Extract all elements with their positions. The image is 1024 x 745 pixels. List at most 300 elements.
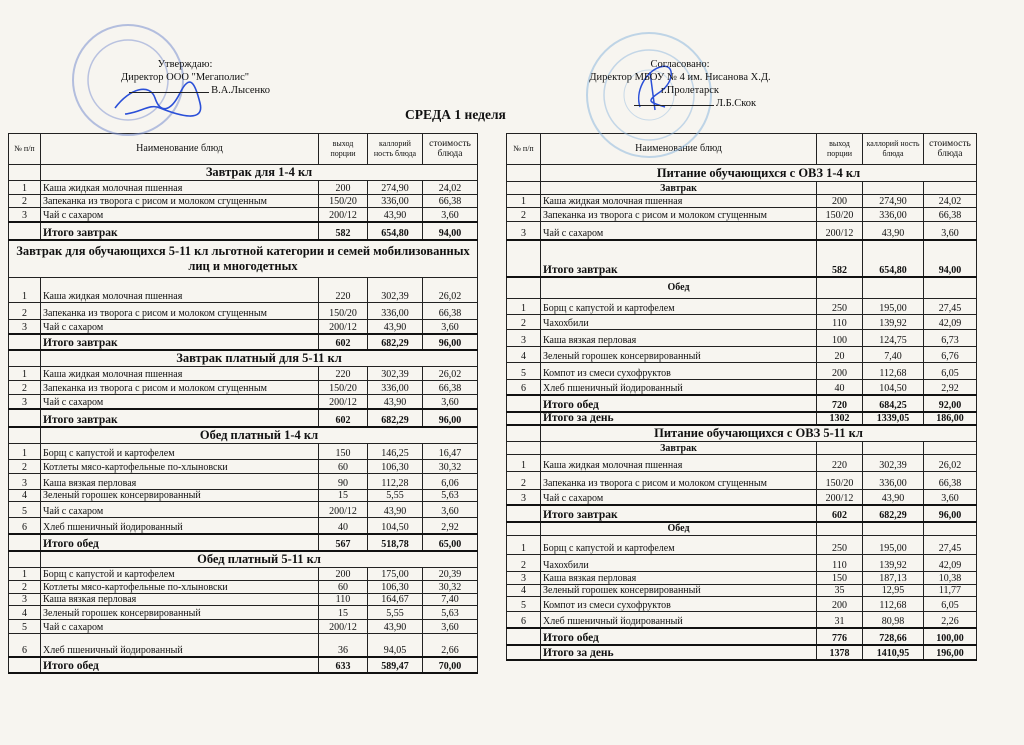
- calories-cell: 106,30: [368, 460, 423, 474]
- number-cell: 3: [9, 208, 41, 222]
- number-cell: [507, 645, 541, 660]
- empty-cell: [817, 277, 863, 299]
- portion-cell: 100: [817, 330, 863, 347]
- cost-cell: 3,60: [924, 490, 977, 505]
- portion-cell: 200: [817, 597, 863, 612]
- calories-cell: 104,50: [368, 518, 423, 534]
- dish-name-cell: Каша вязкая перловая: [41, 593, 319, 605]
- approve-position: Директор ООО "Мегаполис": [120, 72, 250, 83]
- table-row: [507, 455, 977, 472]
- table-row: [507, 222, 977, 240]
- number-cell: [9, 334, 41, 350]
- section-header-row: [9, 240, 478, 278]
- portion-cell: 250: [817, 299, 863, 315]
- dish-name-cell: Итого за день: [541, 412, 817, 425]
- portion-cell: 110: [817, 555, 863, 572]
- cost-cell: 2,66: [423, 633, 478, 657]
- table-row: [9, 444, 478, 460]
- dish-name-cell: Итого обед: [541, 628, 817, 645]
- calories-cell: 5,55: [368, 490, 423, 502]
- calories-cell: 195,00: [863, 299, 924, 315]
- total-row: [507, 645, 977, 660]
- dish-name-cell: Чай с сахаром: [41, 208, 319, 222]
- number-cell: 5: [9, 619, 41, 633]
- section-title: Питание обучающихся с ОВЗ 1-4 кл: [541, 165, 977, 182]
- number-cell: 1: [9, 444, 41, 460]
- signature-line: [634, 105, 714, 106]
- agreed-position: Директор МБОУ № 4 им. Нисанова Х.Д.: [589, 72, 771, 83]
- cost-cell: 24,02: [423, 181, 478, 195]
- number-cell: [507, 277, 541, 299]
- portion-cell: 200/12: [319, 619, 368, 633]
- table-body: [507, 165, 977, 660]
- calories-cell: 175,00: [368, 567, 423, 580]
- number-cell: 6: [507, 612, 541, 628]
- section-header-row: [9, 551, 478, 568]
- cost-cell: 6,06: [423, 474, 478, 490]
- column-header-number: № п/п: [9, 134, 41, 165]
- dish-name-cell: Чай с сахаром: [541, 490, 817, 505]
- dish-name-cell: Компот из смеси сухофруктов: [541, 363, 817, 380]
- table-row: [9, 633, 478, 657]
- cost-cell: 3,60: [423, 320, 478, 334]
- dish-name-cell: Котлеты мясо-картофельные по-хлыновски: [41, 580, 319, 593]
- approve-label: Утверждаю:: [157, 59, 213, 70]
- calories-cell: 274,90: [368, 181, 423, 195]
- dish-name-cell: Зеленый горошек консервированный: [41, 605, 319, 619]
- cost-cell: 20,39: [423, 567, 478, 580]
- cost-cell: 24,02: [924, 195, 977, 208]
- cost-cell: 26,02: [423, 278, 478, 303]
- table-row: [9, 366, 478, 380]
- portion-cell: 60: [319, 460, 368, 474]
- column-header-calories: каллорий ность блюда: [368, 134, 423, 165]
- total-row: [9, 334, 478, 350]
- calories-cell: 682,29: [368, 409, 423, 427]
- approval-block: [100, 58, 270, 97]
- number-cell: [507, 442, 541, 455]
- calories-cell: 589,47: [368, 657, 423, 673]
- total-row: [507, 628, 977, 645]
- empty-cell: [863, 182, 924, 195]
- table-row: [9, 580, 478, 593]
- portion-cell: 150/20: [817, 472, 863, 490]
- number-cell: [9, 409, 41, 427]
- number-cell: [9, 534, 41, 551]
- dish-name-cell: Котлеты мясо-картофельные по-хлыновски: [41, 460, 319, 474]
- number-cell: [9, 657, 41, 673]
- table-row: [507, 490, 977, 505]
- calories-cell: 112,68: [863, 363, 924, 380]
- cost-cell: 92,00: [924, 395, 977, 412]
- dish-name-cell: Итого за день: [541, 645, 817, 660]
- table-row: [9, 303, 478, 320]
- approve-name: В.А.Лысенко: [211, 85, 270, 96]
- number-cell: [507, 505, 541, 522]
- number-cell: 3: [507, 330, 541, 347]
- empty-cell: [863, 277, 924, 299]
- cost-cell: 27,45: [924, 536, 977, 555]
- number-cell: [507, 165, 541, 182]
- number-cell: 5: [9, 502, 41, 518]
- portion-cell: 90: [319, 474, 368, 490]
- cost-cell: 96,00: [924, 505, 977, 522]
- dish-name-cell: Итого завтрак: [41, 409, 319, 427]
- number-cell: [9, 551, 41, 568]
- number-cell: 2: [507, 472, 541, 490]
- dish-name-cell: Итого обед: [41, 534, 319, 551]
- number-cell: 3: [507, 572, 541, 585]
- table-row: [507, 612, 977, 628]
- cost-cell: 100,00: [924, 628, 977, 645]
- cost-cell: 2,92: [924, 380, 977, 395]
- cost-cell: 66,38: [924, 472, 977, 490]
- cost-cell: 96,00: [423, 409, 478, 427]
- table-row: [9, 460, 478, 474]
- number-cell: 4: [507, 585, 541, 597]
- section-header-row: [9, 350, 478, 367]
- section-header-row: [9, 427, 478, 444]
- table-row: [9, 380, 478, 394]
- cost-cell: 6,05: [924, 363, 977, 380]
- table-row: [9, 195, 478, 208]
- table-row: [507, 536, 977, 555]
- number-cell: [9, 222, 41, 240]
- cost-cell: 66,38: [423, 195, 478, 208]
- dish-name-cell: Каша вязкая перловая: [541, 572, 817, 585]
- portion-cell: 1378: [817, 645, 863, 660]
- total-row: [9, 222, 478, 240]
- portion-cell: 582: [319, 222, 368, 240]
- dish-name-cell: Запеканка из творога с рисом и молоком сгущенным: [41, 195, 319, 208]
- column-header-dish-name: Наименование блюд: [41, 134, 319, 165]
- calories-cell: 5,55: [368, 605, 423, 619]
- calories-cell: 164,67: [368, 593, 423, 605]
- dish-name-cell: Чахохбили: [541, 555, 817, 572]
- total-row: [507, 240, 977, 277]
- portion-cell: 200/12: [319, 394, 368, 409]
- dish-name-cell: Зеленый горошек консервированный: [41, 490, 319, 502]
- agreed-label: Согласовано:: [650, 59, 710, 70]
- empty-cell: [863, 522, 924, 536]
- number-cell: 1: [507, 536, 541, 555]
- number-cell: [9, 165, 41, 181]
- section-title: Питание обучающихся с ОВЗ 5-11 кл: [541, 425, 977, 442]
- number-cell: 4: [507, 347, 541, 363]
- table-row: [507, 330, 977, 347]
- dish-name-cell: Итого завтрак: [541, 240, 817, 277]
- dish-name-cell: Чахохбили: [541, 315, 817, 330]
- calories-cell: 12,95: [863, 585, 924, 597]
- portion-cell: 36: [319, 633, 368, 657]
- number-cell: [507, 412, 541, 425]
- number-cell: 2: [9, 195, 41, 208]
- table-row: [507, 347, 977, 363]
- portion-cell: 602: [817, 505, 863, 522]
- table-row: [9, 490, 478, 502]
- dish-name-cell: Итого завтрак: [541, 505, 817, 522]
- calories-cell: 124,75: [863, 330, 924, 347]
- portion-cell: 150/20: [319, 195, 368, 208]
- calories-cell: 336,00: [863, 208, 924, 222]
- cost-cell: 26,02: [924, 455, 977, 472]
- calories-cell: 112,68: [863, 597, 924, 612]
- calories-cell: 682,29: [863, 505, 924, 522]
- section-title: Обед платный 5-11 кл: [41, 551, 478, 568]
- portion-cell: 110: [817, 315, 863, 330]
- calories-cell: 336,00: [368, 380, 423, 394]
- portion-cell: 40: [319, 518, 368, 534]
- table-row: [9, 567, 478, 580]
- table-header: [9, 134, 478, 165]
- page-title: СРЕДА 1 неделя: [405, 107, 506, 122]
- number-cell: 6: [507, 380, 541, 395]
- table-row: [9, 518, 478, 534]
- section-title: Обед платный 1-4 кл: [41, 427, 478, 444]
- dish-name-cell: Борщ с капустой и картофелем: [541, 536, 817, 555]
- cost-cell: 42,09: [924, 315, 977, 330]
- dish-name-cell: Хлеб пшеничный йодированный: [541, 380, 817, 395]
- number-cell: [9, 350, 41, 367]
- section-header-row: [507, 165, 977, 182]
- dish-name-cell: Каша вязкая перловая: [41, 474, 319, 490]
- cost-cell: 2,92: [423, 518, 478, 534]
- dish-name-cell: Хлеб пшеничный йодированный: [41, 633, 319, 657]
- number-cell: 1: [9, 567, 41, 580]
- menu-table-right: [506, 133, 977, 661]
- calories-cell: 112,28: [368, 474, 423, 490]
- calories-cell: 336,00: [863, 472, 924, 490]
- portion-cell: 602: [319, 334, 368, 350]
- dish-name-cell: Каша жидкая молочная пшенная: [41, 278, 319, 303]
- meal-subheader-row: [507, 182, 977, 195]
- dish-name-cell: Запеканка из творога с рисом и молоком сгущенным: [41, 380, 319, 394]
- cost-cell: 5,63: [423, 490, 478, 502]
- meal-title: Обед: [541, 277, 817, 299]
- dish-name-cell: Зеленый горошек консервированный: [541, 585, 817, 597]
- dish-name-cell: Борщ с капустой и картофелем: [41, 444, 319, 460]
- portion-cell: 582: [817, 240, 863, 277]
- cost-cell: 10,38: [924, 572, 977, 585]
- calories-cell: 106,30: [368, 580, 423, 593]
- empty-cell: [817, 182, 863, 195]
- calories-cell: 274,90: [863, 195, 924, 208]
- calories-cell: 302,39: [368, 278, 423, 303]
- number-cell: [507, 395, 541, 412]
- number-cell: 2: [507, 208, 541, 222]
- cost-cell: 2,26: [924, 612, 977, 628]
- table-row: [9, 278, 478, 303]
- number-cell: 2: [507, 315, 541, 330]
- dish-name-cell: Хлеб пшеничный йодированный: [41, 518, 319, 534]
- cost-cell: 16,47: [423, 444, 478, 460]
- cost-cell: 11,77: [924, 585, 977, 597]
- dish-name-cell: Компот из смеси сухофруктов: [541, 597, 817, 612]
- section-header-row: [9, 165, 478, 181]
- total-row: [9, 534, 478, 551]
- cost-cell: 6,76: [924, 347, 977, 363]
- cost-cell: 66,38: [423, 380, 478, 394]
- table-row: [9, 181, 478, 195]
- dish-name-cell: Хлеб пшеничный йодированный: [541, 612, 817, 628]
- cost-cell: 70,00: [423, 657, 478, 673]
- dish-name-cell: Итого обед: [541, 395, 817, 412]
- table-row: [507, 380, 977, 395]
- portion-cell: 220: [319, 278, 368, 303]
- number-cell: 3: [9, 593, 41, 605]
- calories-cell: 43,90: [368, 320, 423, 334]
- number-cell: 3: [507, 222, 541, 240]
- table-row: [9, 474, 478, 490]
- section-title: Завтрак платный для 5-11 кл: [41, 350, 478, 367]
- number-cell: [507, 628, 541, 645]
- portion-cell: 602: [319, 409, 368, 427]
- calories-cell: 187,13: [863, 572, 924, 585]
- number-cell: 3: [9, 474, 41, 490]
- calories-cell: 94,05: [368, 633, 423, 657]
- meal-title: Завтрак: [541, 182, 817, 195]
- calories-cell: 1410,95: [863, 645, 924, 660]
- meal-title: Завтрак: [541, 442, 817, 455]
- number-cell: 1: [9, 181, 41, 195]
- calories-cell: 80,98: [863, 612, 924, 628]
- agreed-name: Л.Б.Скок: [715, 98, 757, 109]
- dish-name-cell: Чай с сахаром: [41, 619, 319, 633]
- calories-cell: 336,00: [368, 303, 423, 320]
- cost-cell: 30,32: [423, 580, 478, 593]
- table-row: [9, 394, 478, 409]
- number-cell: 2: [9, 303, 41, 320]
- portion-cell: 220: [817, 455, 863, 472]
- dish-name-cell: Итого завтрак: [41, 334, 319, 350]
- total-row: [9, 657, 478, 673]
- column-header-dish-name: Наименование блюд: [541, 134, 817, 165]
- meal-subheader-row: [507, 442, 977, 455]
- number-cell: 1: [507, 299, 541, 315]
- empty-cell: [924, 442, 977, 455]
- calories-cell: 682,29: [368, 334, 423, 350]
- table-row: [507, 363, 977, 380]
- portion-cell: 200/12: [319, 502, 368, 518]
- total-row: [9, 409, 478, 427]
- dish-name-cell: Чай с сахаром: [41, 502, 319, 518]
- calories-cell: 43,90: [863, 490, 924, 505]
- cost-cell: 5,63: [423, 605, 478, 619]
- portion-cell: 567: [319, 534, 368, 551]
- total-row: [507, 412, 977, 425]
- cost-cell: 42,09: [924, 555, 977, 572]
- dish-name-cell: Итого завтрак: [41, 222, 319, 240]
- cost-cell: 6,73: [924, 330, 977, 347]
- section-title: Завтрак для 1-4 кл: [41, 165, 478, 181]
- table-row: [9, 502, 478, 518]
- portion-cell: 200: [817, 195, 863, 208]
- cost-cell: 186,00: [924, 412, 977, 425]
- portion-cell: 776: [817, 628, 863, 645]
- number-cell: [507, 425, 541, 442]
- portion-cell: 15: [319, 490, 368, 502]
- number-cell: 6: [9, 518, 41, 534]
- cost-cell: 65,00: [423, 534, 478, 551]
- portion-cell: 200: [319, 567, 368, 580]
- number-cell: 2: [9, 380, 41, 394]
- empty-cell: [863, 442, 924, 455]
- meal-title: Обед: [541, 522, 817, 536]
- calories-cell: 302,39: [368, 366, 423, 380]
- number-cell: 1: [9, 278, 41, 303]
- number-cell: 4: [9, 605, 41, 619]
- table-row: [9, 619, 478, 633]
- column-header-number: № п/п: [507, 134, 541, 165]
- dish-name-cell: Борщ с капустой и картофелем: [41, 567, 319, 580]
- menu-table-left: [8, 133, 478, 674]
- table-row: [9, 208, 478, 222]
- total-row: [507, 505, 977, 522]
- dish-name-cell: Чай с сахаром: [41, 394, 319, 409]
- portion-cell: 1302: [817, 412, 863, 425]
- number-cell: 3: [507, 490, 541, 505]
- dish-name-cell: Борщ с капустой и картофелем: [541, 299, 817, 315]
- number-cell: 1: [507, 455, 541, 472]
- portion-cell: 150: [817, 572, 863, 585]
- portion-cell: 150/20: [319, 303, 368, 320]
- dish-name-cell: Каша жидкая молочная пшенная: [541, 195, 817, 208]
- cost-cell: 3,60: [423, 619, 478, 633]
- dish-name-cell: Каша вязкая перловая: [541, 330, 817, 347]
- section-header-row: [507, 425, 977, 442]
- meal-subheader-row: [507, 277, 977, 299]
- empty-cell: [817, 522, 863, 536]
- portion-cell: 150/20: [817, 208, 863, 222]
- cost-cell: 30,32: [423, 460, 478, 474]
- table-row: [507, 555, 977, 572]
- signature-line: [129, 92, 209, 93]
- number-cell: 5: [507, 363, 541, 380]
- cost-cell: 94,00: [924, 240, 977, 277]
- agreement-block: [580, 58, 780, 110]
- calories-cell: 195,00: [863, 536, 924, 555]
- dish-name-cell: Каша жидкая молочная пшенная: [541, 455, 817, 472]
- cost-cell: 196,00: [924, 645, 977, 660]
- table-row: [507, 472, 977, 490]
- cost-cell: 27,45: [924, 299, 977, 315]
- table-row: [9, 605, 478, 619]
- empty-cell: [924, 182, 977, 195]
- portion-cell: 220: [319, 366, 368, 380]
- portion-cell: 150/20: [319, 380, 368, 394]
- portion-cell: 200/12: [319, 208, 368, 222]
- column-header-cost: стоимость блюда: [423, 134, 478, 165]
- number-cell: [9, 427, 41, 444]
- calories-cell: 43,90: [368, 619, 423, 633]
- column-header-portion: выход порции: [817, 134, 863, 165]
- portion-cell: 720: [817, 395, 863, 412]
- column-header-calories: каллорий ность блюда: [863, 134, 924, 165]
- calories-cell: 139,92: [863, 315, 924, 330]
- calories-cell: 518,78: [368, 534, 423, 551]
- number-cell: 3: [9, 320, 41, 334]
- column-header-cost: стоимость блюда: [924, 134, 977, 165]
- calories-cell: 654,80: [368, 222, 423, 240]
- dish-name-cell: Чай с сахаром: [541, 222, 817, 240]
- cost-cell: 66,38: [924, 208, 977, 222]
- portion-cell: 35: [817, 585, 863, 597]
- number-cell: 2: [9, 580, 41, 593]
- calories-cell: 139,92: [863, 555, 924, 572]
- table-row: [507, 195, 977, 208]
- portion-cell: 200: [817, 363, 863, 380]
- meal-subheader-row: [507, 522, 977, 536]
